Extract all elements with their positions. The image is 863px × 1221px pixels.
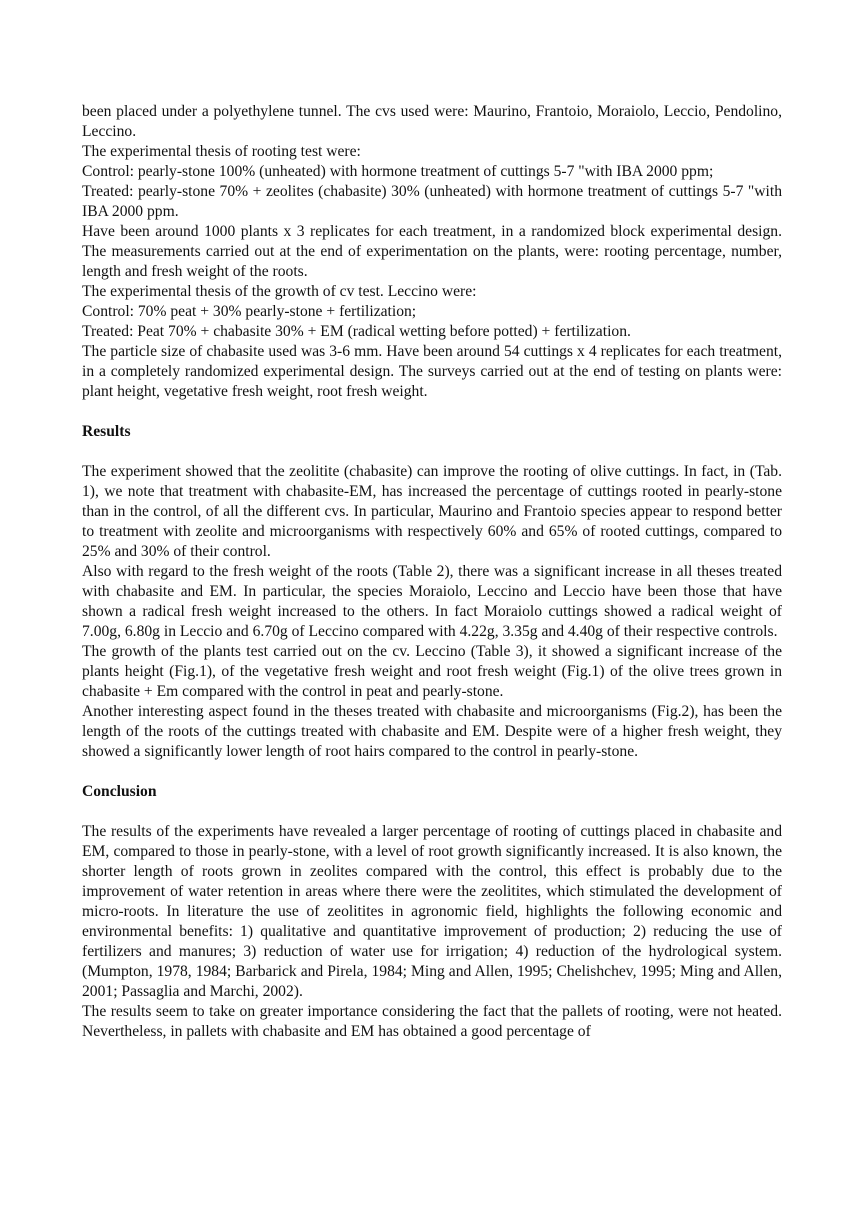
methods-paragraph: The experimental thesis of the growth of cv test. Leccino were:: [82, 283, 477, 300]
methods-paragraph: Treated: pearly-stone 70% + zeolites (chabasite) 30% (unheated) with hormone treatment of cuttings 5-7 "with IBA 2000 ppm.: [82, 183, 782, 220]
methods-paragraph: The experimental thesis of rooting test were:: [82, 143, 361, 160]
results-section: [82, 422, 782, 762]
conclusion-heading: Conclusion: [82, 783, 157, 800]
methods-paragraph: The particle size of chabasite used was 3-6 mm. Have been around 54 cuttings x 4 replicates for each treatment, in a completely randomized experimental design. The surveys carried out at the end of testing on plants were: plant height, vegetative fresh weight, root fresh weight.: [82, 343, 782, 400]
results-paragraph: The growth of the plants test carried out on the cv. Leccino (Table 3), it showed a significant increase of the plants height (Fig.1), of the vegetative fresh weight and root fresh weight (Fig.1) of the olive trees grown in chabasite + Em compared with the control in peat and pearly-stone.: [82, 643, 782, 700]
conclusion-paragraph: The results of the experiments have revealed a larger percentage of rooting of cuttings placed in chabasite and EM, compared to those in pearly-stone, with a level of root growth significantly increased. It is also known, the shorter length of roots grown in zeolites compared with the control, this effect is probably due to the improvement of water retention in areas where there were the zeolitites, which stimulated the development of micro-roots. In literature the use of zeolitites in agronomic field, highlights the following economic and environmental benefits: 1) qualitative and quantitative improvement of production; 2) reducing the use of fertilizers and manures; 3) reduction of water use for irrigation; 4) reduction of the hydrological system. (Mumpton, 1978, 1984; Barbarick and Pirela, 1984; Ming and Allen, 1995; Chelishchev, 1995; Ming and Allen, 2001; Passaglia and Marchi, 2002).: [82, 823, 782, 1000]
methods-paragraph: Treated: Peat 70% + chabasite 30% + EM (radical wetting before potted) + fertilization.: [82, 323, 631, 340]
results-paragraph: Another interesting aspect found in the theses treated with chabasite and microorganisms (Fig.2), has been the length of the roots of the cuttings treated with chabasite and EM. Despite were of a higher fresh weight, they showed a significantly lower length of root hairs compared to the control in pearly-stone.: [82, 703, 782, 760]
results-paragraph: The experiment showed that the zeolitite (chabasite) can improve the rooting of olive cuttings. In fact, in (Tab. 1), we note that treatment with chabasite-EM, has increased the percentage of cuttings rooted in pearly-stone than in the control, of all the different cvs. In particular, Maurino and Frantoio species appear to respond better to treatment with zeolite and microorganisms with respectively 60% and 65% of rooted cuttings, compared to 25% and 30% of their control.: [82, 463, 782, 560]
methods-section: [82, 102, 782, 402]
results-heading: Results: [82, 423, 131, 440]
section-spacer: [82, 442, 782, 462]
methods-paragraph: Control: 70% peat + 30% pearly-stone + fertilization;: [82, 303, 417, 320]
section-spacer: [82, 802, 782, 822]
methods-paragraph: Control: pearly-stone 100% (unheated) with hormone treatment of cuttings 5-7 "with IBA 2000 ppm;: [82, 163, 714, 180]
section-spacer: [82, 402, 782, 422]
conclusion-section: [82, 782, 782, 1042]
results-paragraph: Also with regard to the fresh weight of the roots (Table 2), there was a significant increase in all theses treated with chabasite and EM. In particular, the species Moraiolo, Leccino and Leccio have been those that have shown a radical fresh weight increased to the others. In fact Moraiolo cuttings showed a radical weight of 7.00g, 6.80g in Leccio and 6.70g of Leccino compared with 4.22g, 3.35g and 4.40g of their respective controls.: [82, 563, 782, 640]
section-spacer: [82, 762, 782, 782]
methods-paragraph: been placed under a polyethylene tunnel. The cvs used were: Maurino, Frantoio, Moraiolo, Leccio, Pendolino, Leccino.: [82, 103, 782, 140]
methods-paragraph: Have been around 1000 plants x 3 replicates for each treatment, in a randomized block experimental design. The measurements carried out at the end of experimentation on the plants, were: rooting percentage, number, length and fresh weight of the roots.: [82, 223, 782, 280]
conclusion-paragraph: The results seem to take on greater importance considering the fact that the pallets of rooting, were not heated. Nevertheless, in pallets with chabasite and EM has obtained a good percentage of: [82, 1003, 782, 1040]
document-page: [82, 102, 782, 1042]
